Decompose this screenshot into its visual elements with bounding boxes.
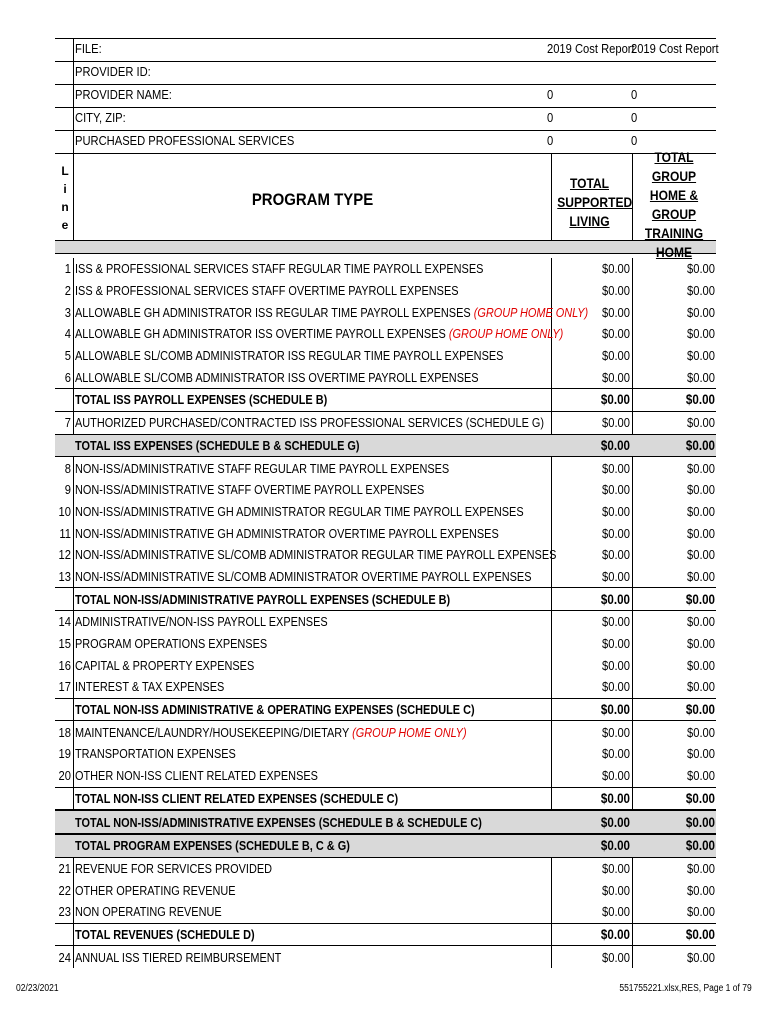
supported-living-value: $0.00 xyxy=(600,814,630,830)
description-text: AUTHORIZED PURCHASED/CONTRACTED ISS PROFESSIONAL SERVICES (SCHEDULE G) xyxy=(75,415,545,431)
description-text: NON-ISS/ADMINISTRATIVE GH ADMINISTRATOR OVERTIME PAYROLL EXPENSES xyxy=(75,525,499,541)
group-home-value: $0.00 xyxy=(685,392,715,408)
description-text: NON-ISS/ADMINISTRATIVE SL/COMB ADMINISTRATOR OVERTIME PAYROLL EXPENSES xyxy=(75,568,532,584)
total-row xyxy=(55,698,716,722)
line-number: 4 xyxy=(64,326,71,342)
line-description xyxy=(75,791,398,806)
supported-living-value: $0.00 xyxy=(602,547,630,563)
group-home-value: $0.00 xyxy=(687,568,715,584)
line-description xyxy=(75,305,588,320)
description-text: TOTAL NON-ISS CLIENT RELATED EXPENSES (SCHEDULE C) xyxy=(75,790,399,806)
header-label: PURCHASED PROFESSIONAL SERVICES xyxy=(75,133,295,148)
group-home-value: $0.00 xyxy=(687,369,715,385)
line-column-header xyxy=(60,162,70,234)
table-row xyxy=(55,858,716,880)
group-home-value: $0.00 xyxy=(685,790,715,806)
supported-living-value: $0.00 xyxy=(602,657,630,673)
header-row xyxy=(55,38,719,61)
supported-living-value: $0.00 xyxy=(602,326,630,342)
line-description xyxy=(75,950,281,965)
table-row xyxy=(55,946,716,968)
line-description xyxy=(75,326,563,341)
description-text: ISS & PROFESSIONAL SERVICES STAFF OVERTIME PAYROLL EXPENSES xyxy=(75,283,459,299)
col2-header-line: GROUP xyxy=(651,206,697,222)
header-row xyxy=(55,61,716,84)
line-letter: n xyxy=(61,200,69,214)
footer-date: 02/23/2021 xyxy=(16,983,59,994)
line-number: 18 xyxy=(58,724,71,740)
supported-living-value: $0.00 xyxy=(602,768,630,784)
description-text: TOTAL PROGRAM EXPENSES (SCHEDULE B, C & G) xyxy=(75,838,350,854)
group-home-value: $0.00 xyxy=(687,657,715,673)
supported-living-value: $0.00 xyxy=(602,348,630,364)
table-row xyxy=(55,654,716,676)
line-description xyxy=(75,904,222,919)
line-number: 21 xyxy=(58,860,71,876)
group-home-value: $0.00 xyxy=(687,679,715,695)
supported-living-value: $0.00 xyxy=(602,261,630,277)
header-value-1: 2019 Cost Report xyxy=(547,41,635,56)
supported-living-value: $0.00 xyxy=(600,838,630,854)
table-row xyxy=(55,676,716,698)
line-number: 6 xyxy=(64,369,71,385)
line-description xyxy=(75,679,224,694)
total-supported-living-header xyxy=(557,174,633,231)
line-number: 7 xyxy=(64,415,71,431)
group-home-value: $0.00 xyxy=(687,547,715,563)
table-row xyxy=(55,366,716,388)
line-number: 23 xyxy=(58,904,71,920)
group-home-value: $0.00 xyxy=(685,926,715,942)
line-description xyxy=(75,592,450,607)
line-description xyxy=(75,261,483,276)
supported-living-value: $0.00 xyxy=(602,614,630,630)
supported-living-value: $0.00 xyxy=(602,746,630,762)
line-number: 12 xyxy=(58,547,71,563)
col2-header-line: TRAINING xyxy=(644,225,704,241)
program-type-header: PROGRAM TYPE xyxy=(251,190,374,209)
table-row xyxy=(55,479,716,501)
group-home-value: $0.00 xyxy=(685,591,715,607)
line-description xyxy=(75,746,236,761)
group-home-value: $0.00 xyxy=(687,304,715,320)
supported-living-value: $0.00 xyxy=(602,525,630,541)
line-number: 5 xyxy=(64,348,71,364)
header-value-2: 0 xyxy=(631,110,638,125)
line-description xyxy=(75,927,255,942)
group-home-value: $0.00 xyxy=(687,636,715,652)
header-row xyxy=(55,107,716,130)
supported-living-value: $0.00 xyxy=(602,860,630,876)
line-number: 14 xyxy=(58,614,71,630)
total-row xyxy=(55,923,716,947)
description-text: ISS & PROFESSIONAL SERVICES STAFF REGULAR TIME PAYROLL EXPENSES xyxy=(75,261,484,277)
description-text: OTHER NON-ISS CLIENT RELATED EXPENSES xyxy=(75,768,318,784)
table-row xyxy=(55,544,716,566)
line-number: 1 xyxy=(64,261,71,277)
supported-living-value: $0.00 xyxy=(600,926,630,942)
line-number: 10 xyxy=(58,503,71,519)
line-description xyxy=(75,526,499,541)
line-description xyxy=(75,370,479,385)
group-home-value: $0.00 xyxy=(687,460,715,476)
line-letter: i xyxy=(63,182,67,196)
description-text: MAINTENANCE/LAUNDRY/HOUSEKEEPING/DIETARY xyxy=(75,724,353,740)
header-block xyxy=(55,38,719,153)
table-row xyxy=(55,412,716,434)
line-description xyxy=(75,392,327,407)
description-text: NON OPERATING REVENUE xyxy=(75,904,222,920)
line-description xyxy=(75,569,532,584)
description-text: TRANSPORTATION EXPENSES xyxy=(75,746,236,762)
group-home-value: $0.00 xyxy=(685,838,715,854)
group-home-value: $0.00 xyxy=(685,437,715,453)
total-row xyxy=(55,587,716,611)
description-text: ANNUAL ISS TIERED REIMBURSEMENT xyxy=(75,949,282,965)
description-text: OTHER OPERATING REVENUE xyxy=(75,882,236,898)
table-row xyxy=(55,566,716,588)
description-text: ALLOWABLE GH ADMINISTRATOR ISS OVERTIME PAYROLL EXPENSES xyxy=(75,326,449,342)
group-home-value: $0.00 xyxy=(687,326,715,342)
line-description xyxy=(75,461,449,476)
line-number: 13 xyxy=(58,568,71,584)
group-home-value: $0.00 xyxy=(687,525,715,541)
footer-page-info: 551755221.xlsx,RES, Page 1 of 79 xyxy=(619,983,752,994)
col1-header-line: TOTAL xyxy=(569,175,610,191)
total-group-home-header xyxy=(638,148,710,262)
header-value-1: 0 xyxy=(547,87,554,102)
supported-living-value: $0.00 xyxy=(602,283,630,299)
line-number: 8 xyxy=(64,460,71,476)
line-number: 16 xyxy=(58,657,71,673)
table-row xyxy=(55,901,716,923)
line-description xyxy=(75,415,544,430)
group-home-only-note: (GROUP HOME ONLY) xyxy=(448,326,564,342)
total-row xyxy=(55,787,716,811)
supported-living-value: $0.00 xyxy=(600,392,630,408)
line-number: 2 xyxy=(64,283,71,299)
header-label: CITY, ZIP: xyxy=(75,110,126,125)
header-value-1: 0 xyxy=(547,110,554,125)
group-home-value: $0.00 xyxy=(687,949,715,965)
table-row xyxy=(55,879,716,901)
table-row xyxy=(55,301,716,323)
group-home-value: $0.00 xyxy=(687,904,715,920)
group-home-only-note: (GROUP HOME ONLY) xyxy=(352,724,467,740)
col2-header-line: HOME xyxy=(655,244,693,260)
total-row xyxy=(55,388,716,412)
description-text: NON-ISS/ADMINISTRATIVE STAFF OVERTIME PAYROLL EXPENSES xyxy=(75,482,425,498)
header-divider-bar xyxy=(55,241,716,254)
description-text: ALLOWABLE SL/COMB ADMINISTRATOR ISS OVERTIME PAYROLL EXPENSES xyxy=(75,369,479,385)
supported-living-value: $0.00 xyxy=(602,882,630,898)
line-number: 11 xyxy=(59,525,71,541)
header-row xyxy=(55,84,716,107)
group-home-value: $0.00 xyxy=(687,860,715,876)
line-letter: L xyxy=(61,164,69,178)
description-text: TOTAL ISS PAYROLL EXPENSES (SCHEDULE B) xyxy=(75,392,328,408)
group-home-value: $0.00 xyxy=(687,261,715,277)
supported-living-value: $0.00 xyxy=(600,437,630,453)
description-text: TOTAL NON-ISS ADMINISTRATIVE & OPERATING EXPENSES (SCHEDULE C) xyxy=(75,702,475,718)
group-home-value: $0.00 xyxy=(687,882,715,898)
line-number: 22 xyxy=(58,882,71,898)
supported-living-value: $0.00 xyxy=(600,591,630,607)
description-text: TOTAL NON-ISS/ADMINISTRATIVE PAYROLL EXPENSES (SCHEDULE B) xyxy=(75,591,451,607)
group-home-value: $0.00 xyxy=(687,415,715,431)
group-home-value: $0.00 xyxy=(687,503,715,519)
supported-living-value: $0.00 xyxy=(602,304,630,320)
line-description xyxy=(75,547,556,562)
table-row xyxy=(55,765,716,787)
description-text: CAPITAL & PROPERTY EXPENSES xyxy=(75,657,255,673)
line-description xyxy=(75,614,328,629)
line-number: 15 xyxy=(58,636,71,652)
table-row xyxy=(55,457,716,479)
col1-header-line: SUPPORTED xyxy=(557,194,633,210)
supported-living-value: $0.00 xyxy=(600,702,630,718)
supported-living-value: $0.00 xyxy=(600,790,630,806)
table-row xyxy=(55,611,716,633)
supported-living-value: $0.00 xyxy=(602,568,630,584)
total-row xyxy=(55,434,716,458)
supported-living-value: $0.00 xyxy=(602,503,630,519)
table-row xyxy=(55,522,716,544)
table-row xyxy=(55,280,716,302)
col2-header-line: HOME & xyxy=(649,187,699,203)
table-row xyxy=(55,501,716,523)
line-description xyxy=(75,861,272,876)
description-text: TOTAL NON-ISS/ADMINISTRATIVE EXPENSES (SCHEDULE B & SCHEDULE C) xyxy=(75,814,482,830)
supported-living-value: $0.00 xyxy=(602,904,630,920)
table-row xyxy=(55,633,716,655)
group-home-value: $0.00 xyxy=(685,702,715,718)
supported-living-value: $0.00 xyxy=(602,636,630,652)
supported-living-value: $0.00 xyxy=(602,369,630,385)
header-label: PROVIDER NAME: xyxy=(75,87,172,102)
description-text: ADMINISTRATIVE/NON-ISS PAYROLL EXPENSES xyxy=(75,614,328,630)
supported-living-value: $0.00 xyxy=(602,949,630,965)
header-label: PROVIDER ID: xyxy=(75,64,151,79)
line-letter: e xyxy=(61,218,69,232)
supported-living-value: $0.00 xyxy=(602,679,630,695)
group-home-value: $0.00 xyxy=(687,724,715,740)
table-row xyxy=(55,345,716,367)
description-text: TOTAL REVENUES (SCHEDULE D) xyxy=(75,926,255,942)
line-description xyxy=(75,768,318,783)
line-description xyxy=(75,504,524,519)
description-text: INTEREST & TAX EXPENSES xyxy=(75,679,225,695)
line-description xyxy=(75,438,360,453)
col2-header-line: TOTAL GROUP xyxy=(651,149,697,184)
line-description xyxy=(75,482,424,497)
description-text: PROGRAM OPERATIONS EXPENSES xyxy=(75,636,268,652)
line-description xyxy=(75,283,459,298)
line-description xyxy=(75,815,482,830)
group-home-value: $0.00 xyxy=(687,348,715,364)
line-number: 19 xyxy=(58,746,71,762)
supported-living-value: $0.00 xyxy=(602,724,630,740)
supported-living-value: $0.00 xyxy=(602,460,630,476)
description-text: TOTAL ISS EXPENSES (SCHEDULE B & SCHEDULE G) xyxy=(75,437,360,453)
header-value-2: 0 xyxy=(631,87,638,102)
line-description xyxy=(75,838,350,853)
line-description xyxy=(75,725,467,740)
line-description xyxy=(75,702,475,717)
description-text: NON-ISS/ADMINISTRATIVE GH ADMINISTRATOR REGULAR TIME PAYROLL EXPENSES xyxy=(75,503,524,519)
header-label: FILE: xyxy=(75,41,102,56)
group-home-value: $0.00 xyxy=(687,283,715,299)
supported-living-value: $0.00 xyxy=(602,415,630,431)
description-text: ALLOWABLE SL/COMB ADMINISTRATOR ISS REGULAR TIME PAYROLL EXPENSES xyxy=(75,348,504,364)
total-row xyxy=(55,834,716,858)
column-headers xyxy=(55,149,716,260)
header-row xyxy=(55,130,716,153)
line-number: 20 xyxy=(58,768,71,784)
group-home-value: $0.00 xyxy=(687,614,715,630)
total-row xyxy=(55,810,716,834)
group-home-only-note: (GROUP HOME ONLY) xyxy=(473,304,589,320)
header-value-1: 0 xyxy=(547,133,554,148)
header-value-2: 2019 Cost Report xyxy=(631,41,719,56)
col1-header-line: LIVING xyxy=(569,213,610,229)
line-description xyxy=(75,883,236,898)
table-row xyxy=(55,721,716,743)
line-number: 24 xyxy=(58,949,71,965)
header-value-2: 0 xyxy=(631,133,638,148)
description-text: NON-ISS/ADMINISTRATIVE STAFF REGULAR TIME PAYROLL EXPENSES xyxy=(75,460,450,476)
group-home-value: $0.00 xyxy=(685,814,715,830)
description-text: NON-ISS/ADMINISTRATIVE SL/COMB ADMINISTRATOR REGULAR TIME PAYROLL EXPENSES xyxy=(75,547,557,563)
group-home-value: $0.00 xyxy=(687,482,715,498)
expense-table xyxy=(55,258,716,968)
line-number: 17 xyxy=(58,679,71,695)
line-description xyxy=(75,636,267,651)
table-row xyxy=(55,743,716,765)
line-number: 3 xyxy=(64,304,71,320)
supported-living-value: $0.00 xyxy=(602,482,630,498)
line-description xyxy=(75,348,503,363)
line-description xyxy=(75,658,254,673)
group-home-value: $0.00 xyxy=(687,768,715,784)
group-home-value: $0.00 xyxy=(687,746,715,762)
line-number: 9 xyxy=(64,482,71,498)
cost-report-sheet xyxy=(55,38,719,968)
table-row xyxy=(55,258,716,280)
description-text: ALLOWABLE GH ADMINISTRATOR ISS REGULAR TIME PAYROLL EXPENSES xyxy=(75,304,474,320)
description-text: REVENUE FOR SERVICES PROVIDED xyxy=(75,860,273,876)
table-row xyxy=(55,323,716,345)
